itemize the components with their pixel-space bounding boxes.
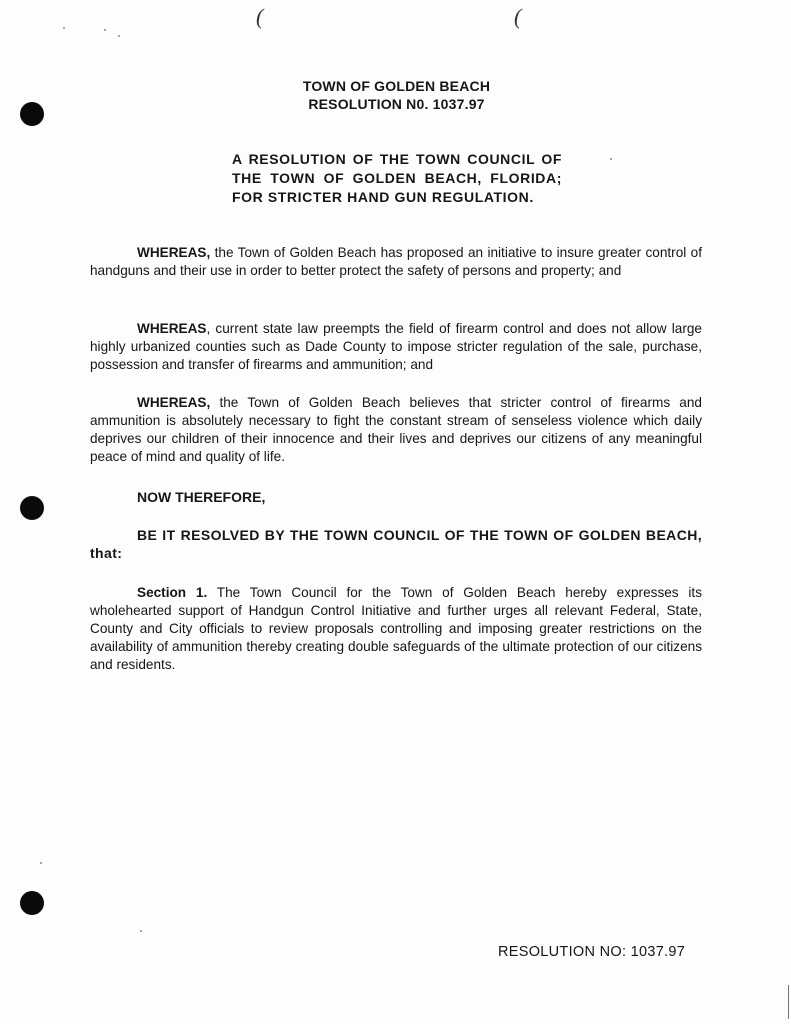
whereas-text: the Town of Golden Beach believes that stricter control of firearms and ammunition is absolutely necessary to fight the constant stream of senseless violence which daily deprives our children of their innocence and their lives and deprives our citizens of any meaningful peace of mind and quality of life.: [90, 395, 702, 464]
whereas-text: , current state law preempts the field of firearm control and does not allow large highly urbanized counties such as Dade County to impose stricter regulation of the sale, purchase, possession and transfer of firearms and ammunition; and: [90, 321, 702, 372]
punch-hole-bottom: [20, 891, 44, 915]
scan-speck: [104, 29, 106, 31]
punch-hole-middle: [20, 496, 44, 520]
whereas-text: the Town of Golden Beach has proposed an initiative to insure greater control of handguns and their use in order to better protect the safety of persons and property; and: [90, 245, 702, 278]
section-1-text: The Town Council for the Town of Golden Beach hereby expresses its wholehearted support of Handgun Control Initiative and further urges all relevant Federal, State, County and City officials to review proposals controlling and imposing greater restrictions on the availability of ammunition thereby creating double safeguards of the ultimate protection of our citizens and residents.: [90, 585, 702, 672]
town-title: TOWN OF GOLDEN BEACH: [302, 78, 491, 94]
whereas-paragraph-3: [90, 394, 702, 466]
whereas-lead: WHEREAS: [137, 321, 207, 336]
section-1-lead: Section 1.: [137, 585, 208, 600]
scan-speck: [610, 158, 612, 160]
scan-mark-left: (: [256, 4, 264, 29]
scan-speck: [63, 27, 65, 29]
now-therefore: [90, 488, 702, 506]
scan-speck: [40, 862, 42, 864]
document-header: [0, 77, 791, 113]
whereas-lead: WHEREAS,: [137, 395, 211, 410]
resolution-caption: A RESOLUTION OF THE TOWN COUNCIL OF THE TOWN OF GOLDEN BEACH, FLORIDA; FOR STRICTER HAND GUN REGULATION.: [232, 151, 562, 205]
whereas-paragraph-1: [90, 244, 702, 280]
footer-resolution-number: RESOLUTION NO: 1037.97: [498, 944, 686, 960]
scan-mark-right: (: [514, 4, 522, 29]
scan-edge-line: [788, 985, 789, 1019]
scan-speck: [118, 35, 120, 37]
be-it-resolved: BE IT RESOLVED BY THE TOWN COUNCIL OF THE TOWN OF GOLDEN BEACH, that:: [90, 527, 702, 561]
scan-speck: [140, 930, 142, 932]
whereas-lead: WHEREAS,: [137, 245, 211, 260]
section-1-paragraph: [90, 584, 702, 674]
whereas-paragraph-2: [90, 320, 702, 374]
resolution-number: RESOLUTION N0. 1037.97: [308, 96, 485, 112]
now-therefore-text: NOW THEREFORE,: [137, 489, 266, 505]
